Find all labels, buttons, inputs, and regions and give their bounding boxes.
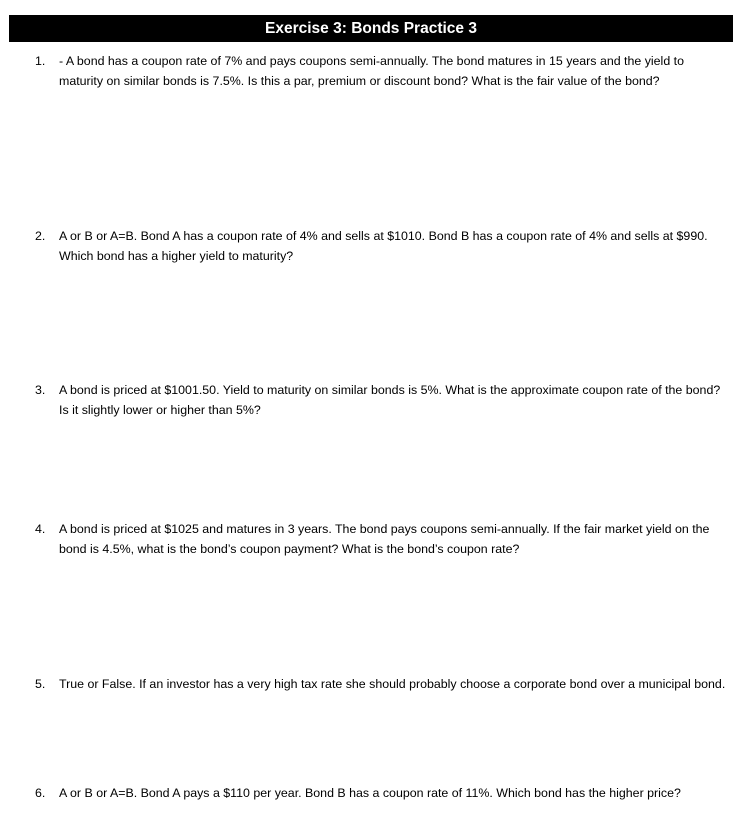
- question-text: - A bond has a coupon rate of 7% and pays coupons semi-annually. The bond matures in 15 years and the yield to maturity on similar bonds is 7.5%. Is this a par, premium or discount bond? What is the fair value of the bond?: [59, 54, 684, 88]
- question-number: 3.: [35, 383, 46, 397]
- question-number: 1.: [35, 54, 46, 68]
- question-text: True or False. If an investor has a very high tax rate she should probably choose a corporate bond over a municipal bond.: [59, 677, 726, 691]
- question-text: A bond is priced at $1001.50. Yield to maturity on similar bonds is 5%. What is the approximate coupon rate of the bond? Is it slightly lower or higher than 5%?: [59, 383, 721, 417]
- question-number: 4.: [35, 522, 46, 536]
- page-title: Exercise 3: Bonds Practice 3: [9, 15, 733, 42]
- question-text: A bond is priced at $1025 and matures in 3 years. The bond pays coupons semi-annually. If the fair market yield on the bond is 4.5%, what is the bond’s coupon payment? What is the bond’s coupon rate?: [59, 522, 710, 556]
- question-number: 5.: [35, 677, 46, 691]
- question-text: A or B or A=B. Bond A has a coupon rate of 4% and sells at $1010. Bond B has a coupon rate of 4% and sells at $990. Which bond has a higher yield to maturity?: [59, 229, 708, 263]
- question-text: A or B or A=B. Bond A pays a $110 per year. Bond B has a coupon rate of 11%. Which bond has the higher price?: [59, 786, 681, 800]
- question-number: 2.: [35, 229, 46, 243]
- question-number: 6.: [35, 786, 46, 800]
